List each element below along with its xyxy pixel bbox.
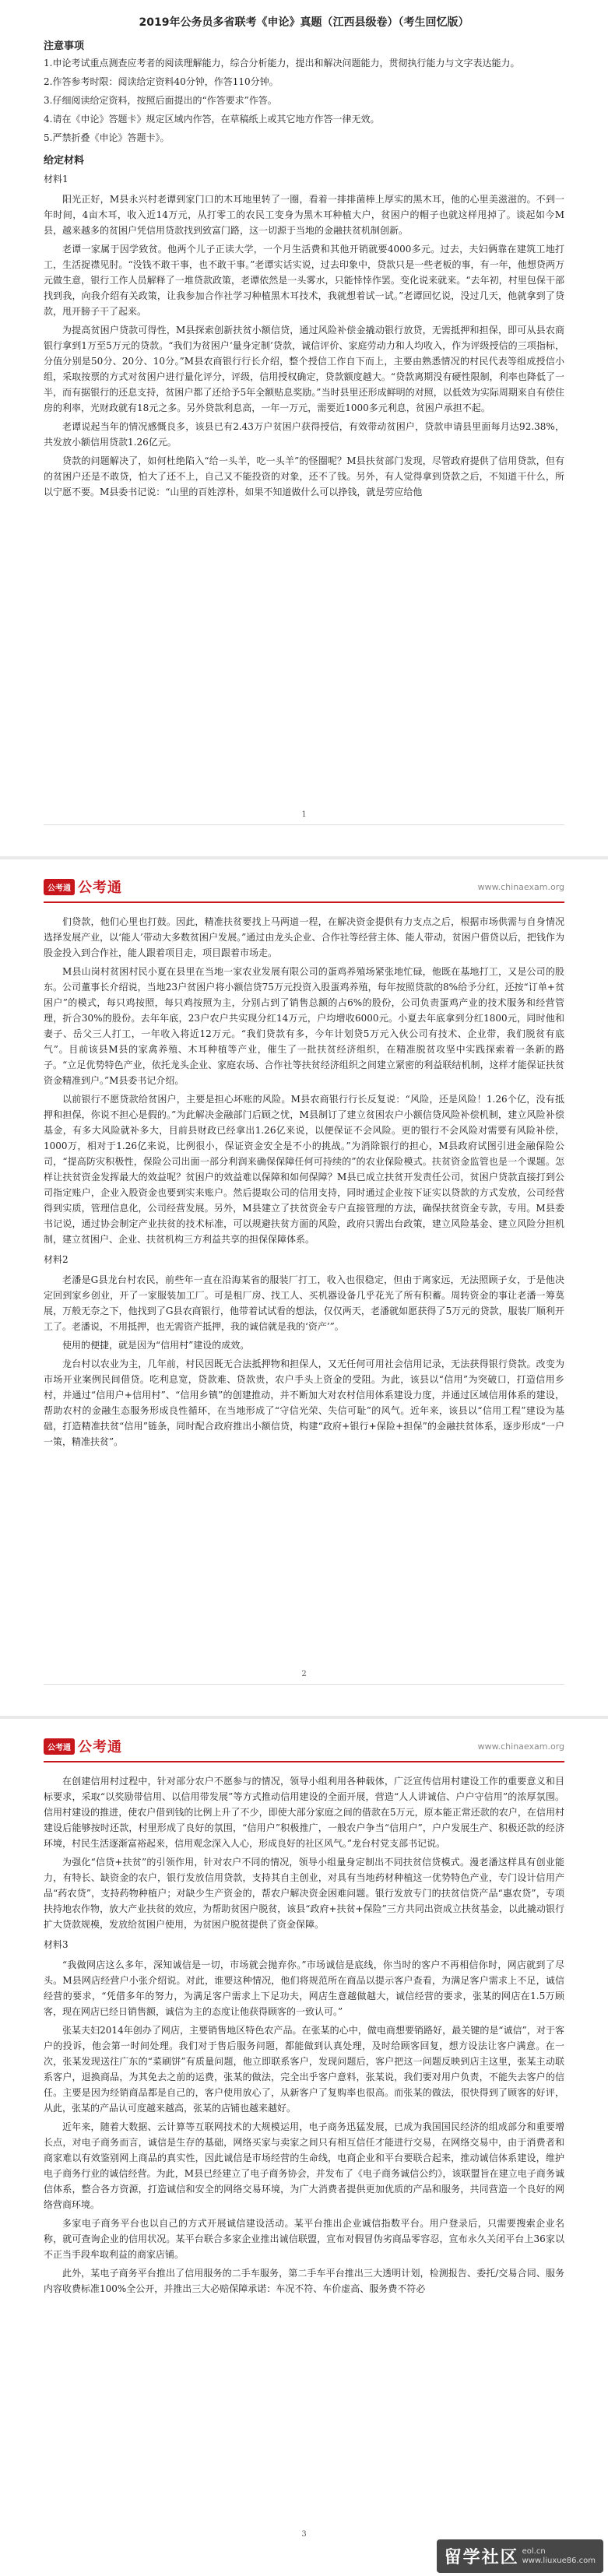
logo-text: 公考通 [78,880,122,896]
note-item: 4.请在《申论》答题卡》规定区域内作答，在草稿纸上或其它地方作答一律无效。 [44,114,380,125]
notes-heading: 注意事项 [44,40,85,52]
body-paragraph: 此外，某电子商务平台推出了信用服务的二手车服务，第二手车平台推出三大透明计划，检测报告、委托/交易合同、服务内容收费标准100%全公开，并推出三大必赔保障承诺：车况不符、车价虚高、服务费不符必 [44,2268,564,2294]
body-paragraph: 以前银行不愿贷款给贫困户，主要是担心坏账的风险。M县农商银行行长反复说：“风险，还是风险！1.26个亿，没有抵押和担保，你说不担心是假的。”为此解决金融部门后顾之忧，M县制订了建立贫困农户小额信贷风险补偿机制，建立风险补偿基金，有多大风险就补多大，目前县财政已经拿出1.26亿来说，以便保证不会风险。更的银行不会风险对需要有风险补偿，1000万，相对于1.26亿来说，比例很小，保证资金安全是不小的挑战。”为消除银行的担心，M县政府试图引进金融保险公司，“提高防灾积极性，保险公司出面一部分利润来确保保障任何可持续的”的农业保险模式。扶贫资金监管也是一个课题。怎样让扶贫资金发挥最大的效益呢？贫困户的效益难以保障和如何保障？M县已成立扶贫开发责任公司，贫困户贷款直接打到公司指定账户，企业入股资金也要到实来账户。然后提取公司的信用支持，同时通过企业按下证实以贷款的方式发放，公司经营得到实质，管理信息化，公司经营发展。另外，M县建立了扶贫资金专户直接管理的方法，确保扶贫资金专款，专用。M县委书记说，通过协会制定产业扶贫的技术标准，可以规避扶贫方面的风险，政府只需出台政策，建立风险基金、建立风险分担机制，建立贫困户、企业、扶贫机构三方利益共享的担保保障体系。 [44,1094,564,1245]
note-item: 3.仔细阅读给定资料，按照后面提出的“作答要求”作答。 [44,95,277,106]
note-item: 2.作答参考时限：阅读给定资料40分钟，作答110分钟。 [44,76,279,87]
watermark-logo: 留学社区 [444,2548,519,2567]
note-item: 1.申论考试重点测查应考者的阅读理解能力，综合分析能力，提出和解决问题能力，贯彻执行能力与文字表达能力。 [44,58,520,69]
page-divider [44,824,564,825]
body-paragraph: “我做网店这么多年，深知诚信是一切，市场就会抛弃你。”市场诚信是底线，你当时的客户不再相信你时，网店就到了尽头。M县网店经营户小张介绍说。对此，谁要这种情况，他们将规范所在商品以提示客户查看，为满足客户需求上不足，诚信经营的要求，“凭借多年的努力，为满足客户需求上下足功夫，网店生意越做越大，诚信经营的要求，张某的网店在1.5万顾客，现在网店已经日销售额，诚信为主的态度让他获得顾客的一致认可。” [44,1959,564,2017]
body-paragraph: M县山岗村贫困村民小夏在县里在当地一家农业发展有限公司的蛋鸡养殖场紧张地忙碌，他既在基地打工，又是公司的股东。公司董事长介绍说，当地23户贫困户将小额信贷75万元投资入股蛋鸡养殖，每年按照贷款的8%给予分红，还按“订单+贫困户”的模式，每只鸡按照，每只鸡按照为主，分别占到了销售总额的占6%的股份，公司负责蛋鸡产业的技术服务和经营管理，折合30%的股份。去年年底，23户农户共实现分红14万元，户均增收6000元。小夏去年底拿到分红1800元，同时他和妻子、岳父三人打工，一年收入将近12万元。“我们贷款有多，今年计划贷5万元入伙公司有技术、企业带，我们脱贫有底气”。目前该县M县的家禽养殖、木耳种植等产业，催生了一批扶贫经济组织，在精准脱贫攻坚中实践探索着一条新的路子。“立足优势特色产业，依托龙头企业、家庭农场、合作社等扶贫经济组织之间建立紧密的利益联结机制，这样才能保证扶贫资金精准到户。”M县委书记介绍。 [44,966,564,1086]
material-label: 材料3 [44,1939,69,1950]
body-paragraph: 们贷款，他们心里也打鼓。因此，精准扶贫要找上马两道一程，在解决资金提供有力支点之后，根据市场供需与自身情况选择发展产业，以‘能人’带动大多数贫困户发展。”通过由龙头企业、合作社等经营主体、能人带动，贫困户借贷以后，把钱作为股金投入到合作社，能人跟着项目走，项目跟着市场走。 [44,916,564,958]
site-logo [44,1736,122,1756]
body-paragraph: 近年来，随着大数据、云计算等互联网技术的大规模运用，电子商务迅猛发展，已成为我国国民经济的组成部分和重要增长点，对电子商务而言，诚信是生存的基础，网络买家与卖家之间只有相互信任才能进行交易，在网络交易中，由于消费者和商家难以有效鉴别网上商品的真实性，因此诚信是市场经营的生命线，电商企业和平台要联合起来，推动诚信体系建设，维护电子商务行业的诚信经营。为此，M县已经建立了电子商务协会，并发布了《电子商务诚信公约》，该联盟旨在建立电子商务诚信体系，整合各方资源，打造诚信和安全的网络交易环境，为广大消费者提供更加优质的产品和服务，共同营造一个良好的网络营商环境。 [44,2121,564,2210]
material-label: 材料2 [44,1254,69,1265]
body-paragraph: 为强化“信贷+扶贫”的引领作用，针对农户不同的情况，领导小组量身定制出不同扶贫信贷模式。漫老潘这样具有创业能力，有特长、缺资金的农户，银行发放信用贷款，支持其自主创业，对具有当地药材种植这一优势特色产业，专门设计信用产品“药农贷”，支持药物种植户；对缺少生产资金的，帮农户解决资金困难问题。银行发放专门的扶贫信贷产品“惠农贷”，专项扶持地农作物，放大产业扶贫的效应，为帮助贫困户脱贫，该县“政府+扶贫+保险”三方共同出资成立扶贫基金，以此撬动银行扩大贷款规模，发放给贫困户使用，为贫困户脱贫提供了资金保障。 [44,1857,564,1930]
body-paragraph: 老谭说起当年的情况感慨良多，该县已有2.43万户贫困户获得授信，有效带动贫困户，贷款申请县里面每月达92.38%，共发放小额信用贷款1.26亿元。 [44,421,564,448]
body-paragraph: 在创建信用村过程中，针对部分农户不愿参与的情况，领导小组利用各种载体，广泛宣传信用村建设工作的重要意义和目标要求，采取“以奖励带信用、以信用带发展”等方式推动信用建设的全面开展，营造“人人讲诚信、户户守信用”的浓厚氛围。信用村建设的推进，使农户借到钱的比例上升了不少，即使大部分家庭之间的借款在5万元，原本能正常还款的农户，在信用村建设后能够按时还款，村里形成了良好的氛围，“信用户”积极推广，一般农户争当“信用户”，户户发展生产、积极还款的经济环境，村民生活逐渐富裕起来，信用观念深入人心，形成良好的社区风气。”龙台村党支部书记说。 [44,1776,564,1849]
watermark-url: www.liuxue86.com [522,2556,596,2565]
watermark-domain: eol.cn [522,2546,546,2556]
page-number: 3 [301,2530,307,2539]
watermark-subtext [522,2547,596,2566]
page-header [44,873,564,903]
body-paragraph: 使用的便捷，就是因为“信用村”建设的成效。 [62,1340,250,1351]
body-paragraph: 龙台村以农业为主，几年前，村民因既无合法抵押物和担保人，又无任何可用社会信用记录，无法获得银行贷款。改变为市场开业案例民间借贷。吃利息宽，贷款难、贷款贵，农户手头上资金的受阻。为此，该县以“信用”为突破口，打造信用乡村，并通过“信用户+信用村”、“信用乡镇”的创建推动，并不断加大对农村信用体系建设力度，并通过区域信用体系的建设，帮助农村的金融生态服务形成良性循环，在当地形成了“守信光荣、失信可耻”的风气。近年来，该县以“信用工程”建设为基础，打造精准扶贫“信用”链条，同时配合政府推出小额信贷，构建“政府+银行+保险+担保”的金融扶贫体系，逐步形成“一户一策，精准扶贫”。 [44,1358,564,1447]
body-paragraph: 老谭一家属于因学致贫。他两个儿子正读大学，一个月生活费和其他开销就要4000多元。过去，夫妇俩靠在建筑工地打工，生活捉襟见肘。“没钱不敢干事，也不敢干事。”老谭实话实说，过去印象中，贷款只是一些老板的事，有一年，他想贷两万元做生意，银行工作人员解释了一堆贷款政策，老谭依然是一头雾水，只能悻悻作罢。变化说来就来。“去年初，村里包保干部找到我，向我介绍有关政策，让我参加合作社学习种植黑木耳技术，我就想着试一试。”老谭回忆说，没过几天，他就拿到了贷款，甩开膀子干了起来。 [44,244,564,317]
page-divider [44,1684,564,1685]
body-paragraph: 多家电子商务平台也以自己的方式开展诚信建设活动。某平台推出企业诚信指数平台。用户登录后，只需要搜索企业名称，就可查询企业的信用状况。某平台联合多家企业推出诚信联盟，宣布对假冒伪劣商品零容忍，宣布永久关闭平台上36家以不正当手段牟取利益的商家店铺。 [44,2218,564,2260]
material-label: 材料1 [44,174,69,185]
body-paragraph: 张某夫妇2014年创办了网店，主要销售地区特色农产品。在张某的心中，做电商想要销路好，最关键的是“诚信”，对于客户的投诉，他会第一时间处理。我们对于售后服务问题，都能做到认真处理，及时给顾客回复，想方设法让客户满意。在一次，张某发现送往广东的“菜刷饼”有质量问题，他立即联系客户，发现问题后，客户把这一问题反映到店主这里，张某主动联系客户，退换商品，为其免去之前的运费，张某的做法，完全出乎客户意料，张某说，我们要对用户负责，不能失去客户的信任。主要是因为经销商品都是自己的，客户使用放心了，从新客户了复购率也很高。而张某的做法，很快得到了顾客的好评，从此，张某的产品认可度越来越高，张某的店铺也越来越好。 [44,2025,564,2114]
document-page-1 [0,0,608,856]
site-watermark [437,2539,603,2573]
materials-heading: 给定材料 [44,155,85,167]
document-page-3 [0,1719,608,2576]
page-number: 1 [301,810,307,819]
site-url: www.chinaexam.org [477,881,564,892]
logo-mark-icon: 公考通 [44,879,75,895]
note-item: 5.严禁折叠《申论》答题卡》。 [44,132,170,143]
document-title: 2019年公务员多省联考《申论》真题（江西县级卷）（考生回忆版） [139,16,469,29]
document-page-2 [0,859,608,1716]
logo-text: 公考通 [78,1739,122,1755]
logo-mark-icon: 公考通 [44,1738,75,1755]
body-paragraph: 为提高贫困户贷款可得性，M县探索创新扶贫小额信贷，通过风险补偿金撬动银行放贷，无需抵押和担保，即可从县农商银行拿到1万至5万元的贷款。“我们为贫困户‘量身定制’贷款，诚信评价、家庭劳动力和人均收入，作为评级授信的三项指标，分值分别是50分、20分、10分。”M县农商银行行长介绍，整个授信工作自下而上，主要由熟悉情况的村民代表等组成授信小组，采取按票的方式对贫困户进行量化评分，评级，信用授权确定，贷款额度越大。“贷款离期没有硬性限制，利率也降低了一半，而有据银行的还息支持，贫困户都了还给予5年全额贴息奖励。”当时县里还形成鲜明的对照，以低效为实际周期来自有偿住房的利率，光财政就有18元之多。另外贷款利息高，一年一万元，需要近1000多元利息，贫困户承担不起。 [44,325,564,413]
body-paragraph: 阳光正好，M县永兴村老谭到家门口的木耳地里转了一圈，看着一排排菌棒上厚实的黑木耳，他的心里美滋滋的。不到一年时间，4亩木耳，收入近14万元，从打零工的农民工变身为黑木耳种植大户，贫困户的帽子也就这样甩掉了。谈起如今M县，越来越多的贫困户凭信用贷款找到致富门路，这一切源于当地的金融扶贫机制创新。 [44,194,564,236]
body-paragraph: 贷款的问题解决了，如何杜绝陷入“给一头羊，吃一头羊”的怪圈呢？M县扶贫部门发现，尽管政府提供了信用贷款，但有的贫困户还是不敢贷，怕大了还不上，自己又不能投资的对象，还不了钱。另外，有人觉得拿到贷款之后，不知道干什么，所以宁愿不要。M县委书记说：“山里的百姓淳朴，如果不知道做什么可以挣钱，就是劳应给他 [44,455,564,497]
site-logo [44,877,122,897]
site-url: www.chinaexam.org [477,1741,564,1752]
page-header [44,1733,564,1762]
body-paragraph: 老潘是G县龙台村农民，前些年一直在沿海某省的服装厂打工，收入也很稳定，但由于离家远，无法照顾子女，于是他决定回到家乡创业，开了一家服装加工厂。可是租厂房、找工人、买机器设备几乎花光了所有积蓄。周转资金的事让老潘一筹莫展，万般无奈之下，他找到了G县农商银行，他带着试试看的想法，仅仅两天，老潘就如愿获得了5万元的贷款，服装厂顺利开工了。老潘说，不用抵押，也无需资产抵押，我的诚信就是我的‘资产’”。 [44,1274,564,1332]
page-number: 2 [301,1670,307,1678]
